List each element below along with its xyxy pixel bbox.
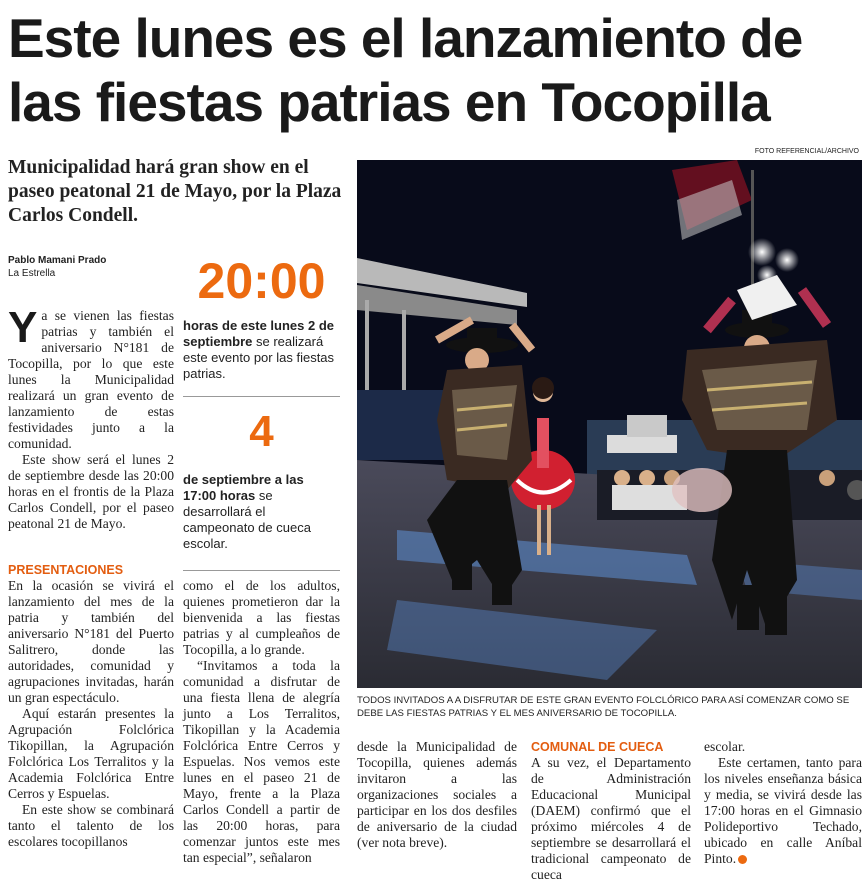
section-heading: COMUNAL DE CUECA bbox=[531, 740, 664, 754]
article-paragraph: Aquí estarán presentes la Agrupación Folclórica Tikopillan, la Agrupación Folclórica Los Terralitos y la Academia Folclórica Entre Cerros y Espuelas. bbox=[8, 706, 174, 801]
article-paragraph: desde la Municipalidad de Tocopilla, quienes además invitaron a las organizaciones sociales a participar en los dos desfiles de aniversario de la ciudad (ver nota breve). bbox=[357, 739, 517, 850]
end-of-article-icon bbox=[738, 855, 747, 864]
article-paragraph: Este show será el lunes 2 de septiembre desde las 20:00 horas en el frontis de la Plaza Carlos Condell, por el paseo peatonal 21 de Mayo. bbox=[8, 452, 174, 531]
drop-cap: Y bbox=[8, 303, 38, 352]
author-outlet: La Estrella bbox=[8, 268, 56, 279]
article-paragraph: En la ocasión se vivirá el lanzamiento del mes de la patria y también del aniversario N°181 del Puerto Salitrero, donde las autoridades, comunidad y agrupaciones invitadas, harán un gran espectáculo. bbox=[8, 578, 174, 705]
article-paragraph: a se vienen las fiestas patrias y también el aniversario N°181 de Tocopilla, por lo que este lunes la Municipalidad realizará un gran evento de lanzamiento de estas festividades junto a la comunidad. bbox=[8, 308, 174, 451]
event-photo bbox=[357, 160, 862, 688]
column-2 bbox=[183, 578, 340, 866]
section-heading: PRESENTACIONES bbox=[8, 563, 124, 577]
article-paragraph: como el de los adultos, quienes prometieron dar la bienvenida a las fiestas patrias y al cumpleaños de Tocopilla, a lo grande. bbox=[183, 578, 340, 657]
article-paragraph: Este certamen, tanto para los niveles enseñanza básica y media, se vivirá desde las 17:00 horas en el Gimnasio Polideportivo Techado, ubicado en calle Aníbal Pinto. bbox=[704, 755, 862, 866]
fact-box bbox=[183, 250, 340, 571]
byline bbox=[8, 254, 106, 280]
fact-text: de septiembre a las 17:00 horas se desarrollará el campeonato de cueca escolar. bbox=[183, 472, 311, 551]
column-4 bbox=[531, 739, 691, 883]
author-name: Pablo Mamani Prado bbox=[8, 255, 107, 266]
column-5 bbox=[704, 739, 862, 867]
article-paragraph: escolar. bbox=[704, 739, 746, 754]
fact-text: horas de este lunes 2 de septiembre se realizará este evento por las fiestas patrias. bbox=[183, 318, 335, 381]
subheadline: Municipalidad hará gran show en el paseo peatonal 21 de Mayo, por la Plaza Carlos Condell. bbox=[8, 157, 342, 226]
headline: Este lunes es el lanzamiento de las fiestas patrias en Tocopilla bbox=[8, 7, 803, 133]
column-1-upper bbox=[8, 303, 174, 532]
column-1-lower bbox=[8, 562, 174, 850]
photo-credit: FOTO REFERENCIAL/ARCHIVO bbox=[754, 148, 859, 155]
fact-number: 4 bbox=[249, 407, 274, 456]
fact-number: 20:00 bbox=[197, 253, 326, 309]
article-paragraph: “Invitamos a toda la comunidad a disfrutar de una fiesta llena de alegría junto a Los Terralitos, Tikopillan y la Academia Folclórica Entre Cerros y Espuelas. Nos vemos este lunes en el paseo 21 de Mayo, frente a la Plaza Carlos Condell a partir de las 20:00 horas, para comenzar juntos este mes tan especial”, señalaron bbox=[183, 658, 340, 865]
article-paragraph: En este show se combinará tanto el talento de los escolares tocopillanos bbox=[8, 802, 174, 849]
column-3 bbox=[357, 739, 517, 851]
article-paragraph: A su vez, el Departamento de Administración Educacional Municipal (DAEM) confirmó que el próximo miércoles 4 de septiembre se desarrollará el tradicional campeonato de cueca bbox=[531, 755, 691, 882]
photo-caption: TODOS INVITADOS A A DISFRUTAR DE ESTE GRAN EVENTO FOLCLÓRICO PARA ASÍ COMENZAR COMO SE DEBE LAS FIESTAS PATRIAS Y EL MES ANIVERSARIO DE TOCOPILLA. bbox=[357, 695, 850, 719]
divider bbox=[183, 570, 340, 571]
folk-dance-photo bbox=[357, 160, 862, 688]
